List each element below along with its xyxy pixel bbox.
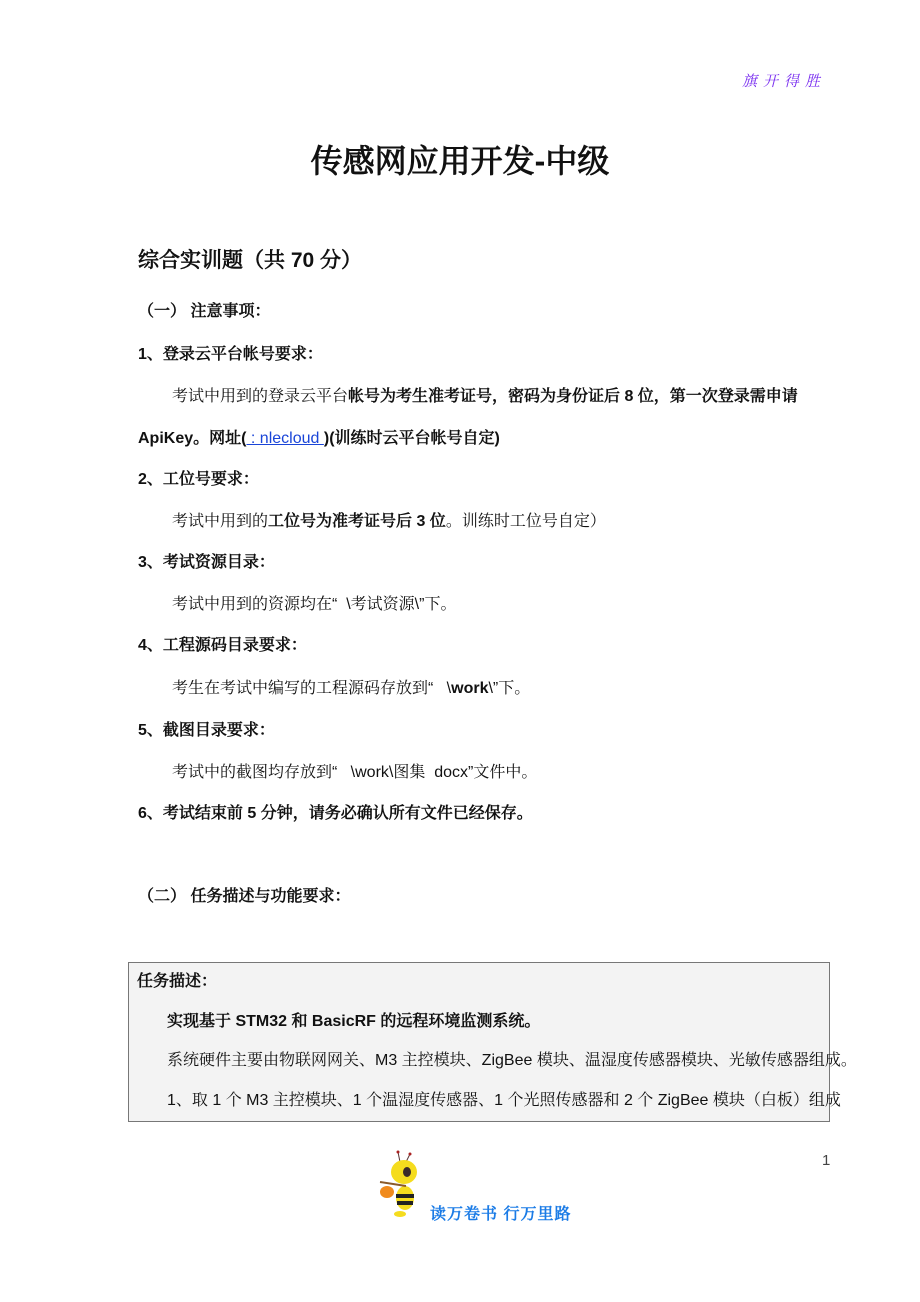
item5-line1: 考试中的截图均存放到“ \work\图集 docx”文件中。: [172, 764, 538, 781]
task-box-line: 1、取 1 个 M3 主控模块、1 个温湿度传感器、1 个光照传感器和 2 个 ZigBee 模块（白板）组成: [167, 1092, 841, 1109]
item1-line2: [138, 425, 500, 448]
bee-mascot-icon: [378, 1150, 428, 1218]
text-segment: 考生在考试中编写的工程源码存放到“ \: [172, 680, 452, 697]
task-description-box: [128, 962, 857, 1122]
text-segment: ApiKey。网址(: [138, 430, 247, 447]
text-segment: \”下。: [488, 680, 531, 697]
item2-label: 2、工位号要求：: [138, 471, 259, 488]
text-segment-bold: work: [451, 680, 489, 697]
text-segment-bold: 帐号为考生准考证号，密码为身份证后 8 位，第一次登录需申请: [348, 388, 798, 405]
page-number: 1: [822, 1152, 831, 1169]
text-segment: 考试中用到的: [172, 513, 269, 530]
part1-heading: （一） 注意事项：: [138, 303, 271, 320]
text-segment: 。训练时工位号自定）: [445, 513, 606, 530]
nlecloud-link[interactable]: : nlecloud: [246, 430, 324, 447]
part2-heading: （二） 任务描述与功能要求：: [138, 888, 351, 905]
task-box-line: 实现基于 STM32 和 BasicRF 的远程环境监测系统。: [167, 1013, 541, 1030]
text-segment: )(训练时云平台帐号自定): [323, 430, 500, 447]
item1-label: 1、登录云平台帐号要求：: [138, 346, 323, 363]
text-segment: 考试中用到的登录云平台: [172, 388, 349, 405]
item4-label: 4、工程源码目录要求：: [138, 637, 307, 654]
document-title: 传感网应用开发-中级: [310, 143, 610, 179]
item1-line1: [172, 383, 798, 406]
item4-line1: [172, 675, 530, 698]
task-box-line: 系统硬件主要由物联网网关、M3 主控模块、ZigBee 模块、温湿度传感器模块、光敏传感器组成。: [167, 1052, 857, 1069]
item6-label: 6、考试结束前 5 分钟，请务必确认所有文件已经保存。: [138, 805, 533, 822]
section-heading: 综合实训题（共 70 分）: [138, 249, 363, 272]
item2-line1: [172, 508, 606, 531]
item5-label: 5、截图目录要求：: [138, 722, 275, 739]
task-box-label: 任务描述：: [137, 973, 218, 990]
header-motto: 旗开得胜: [742, 72, 827, 90]
footer-slogan: 读万卷书 行万里路: [430, 1206, 572, 1223]
item3-label: 3、考试资源目录：: [138, 554, 275, 571]
text-segment-bold: 工位号为准考证号后 3 位: [268, 513, 446, 530]
item3-line1: 考试中用到的资源均在“ \考试资源\”下。: [172, 596, 457, 613]
